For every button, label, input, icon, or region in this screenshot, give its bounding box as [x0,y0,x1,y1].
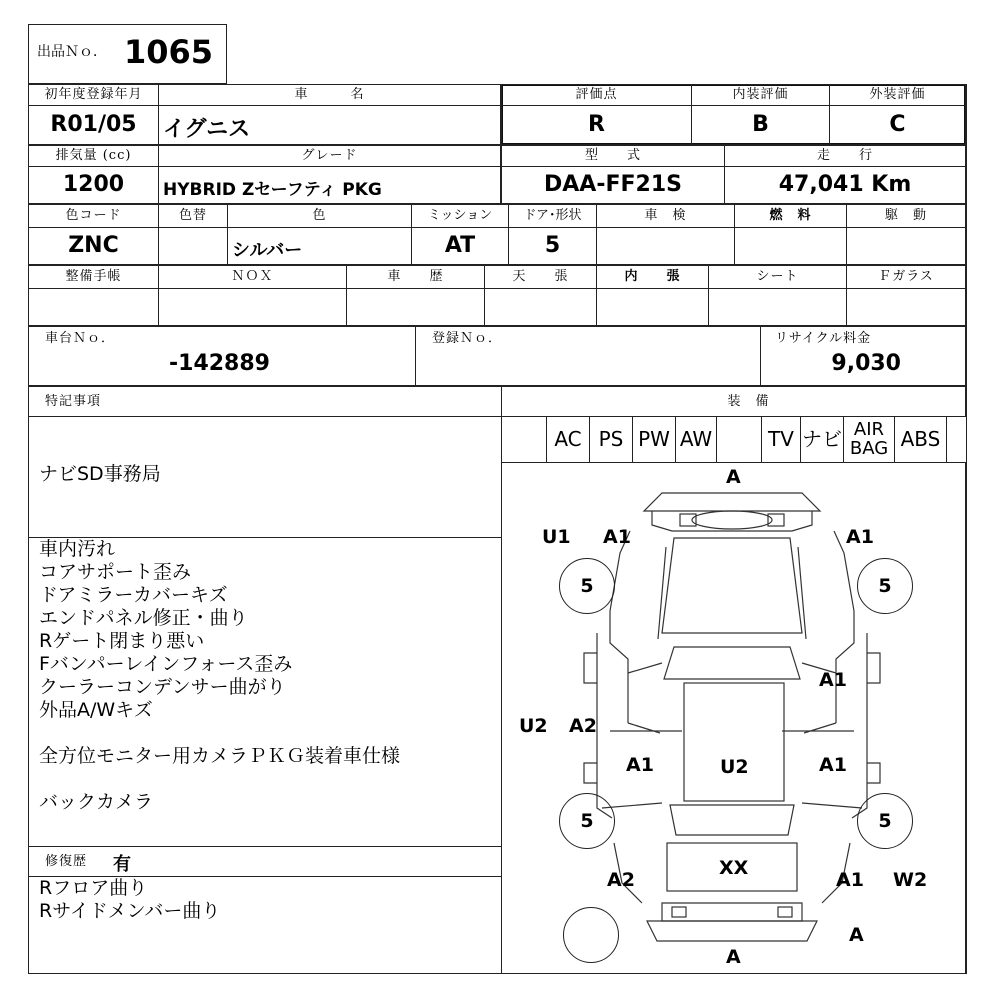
recycle-value: 9,030 [831,351,901,376]
repair-value: 有 [113,854,131,875]
drive-label: 駆 動 [846,204,966,228]
note-line: 車内汚れ [39,538,116,560]
damage-mark-rear-gate: XX [719,857,749,879]
equipment-row [501,416,966,463]
tire-rear-left: 5 [559,793,615,849]
damage-mark-left-door: A1 [626,754,654,776]
equipment-item: PW [632,416,676,463]
damage-mark-rear-corner: A [849,924,864,946]
damage-mark-right-fender: A1 [819,669,847,691]
equipment-item [501,416,547,463]
notes-lines [39,538,400,814]
score-value: R [501,105,692,145]
maintenance-value [28,288,159,326]
history-label: 車 歴 [346,265,485,289]
displacement-label: 排気量 (cc) [28,145,159,167]
inner-label: 内 張 [596,265,709,289]
notes-main-cell [28,537,502,847]
repaint-label: 色替 [158,204,228,228]
notes-top-cell [28,416,502,538]
reg-date-label: 初年度登録年月 [28,84,159,106]
spare-tire [563,907,619,963]
glass-label: Ｆガラス [846,265,966,289]
repair-cell [28,846,502,877]
note-line: Rゲート閉まり悪い [39,630,205,652]
seat-label: シート [708,265,847,289]
damage-mark-roof: U2 [720,756,749,778]
repair-label: 修復歴 [45,854,88,869]
nox-label: ＮＯＸ [158,265,347,289]
exterior-value: C [829,105,966,145]
color-cell [227,227,412,265]
regno-label: 登録Ｎｏ． [432,331,503,346]
notes-label: 特記事項 [45,394,102,409]
lot-label: 出品Ｎｏ． [37,44,107,60]
note-line [39,768,400,791]
nox-value [158,288,347,326]
chassis-value: -142889 [169,351,270,376]
recycle-label: リサイクル料金 [775,331,872,346]
note-line: クーラーコンデンサー曲がり [39,676,286,698]
equipment-item: AW [675,416,717,463]
equipment-label: 装 備 [501,386,966,417]
grade-value: HYBRID Zセーフティ PKG [163,180,382,200]
note-line: バックカメラ [39,791,154,813]
repair-line: Rフロア曲り [39,877,148,899]
chassis-cell [28,326,416,386]
damage-mark-front-left-u1: U1 [542,526,571,548]
inspection-label: 車 検 [596,204,735,228]
damage-mark-left-a2: A2 [569,715,597,737]
note-line: 全方位モニター用カメラＰＫＧ装着車仕様 [39,745,401,767]
interior-value: B [691,105,830,145]
damage-mark-rear-left: A2 [607,869,635,891]
door-label: ドア･形状 [508,204,597,228]
roof-label: 天 張 [484,265,597,289]
interior-label: 内装評価 [691,84,830,106]
note-line: コアサポート歪み [39,561,192,583]
tire-front-right: 5 [857,558,913,614]
damage-mark-front-bumper: A [726,466,741,488]
notes-label-cell [28,386,502,417]
maintenance-label: 整備手帳 [28,265,159,289]
recycle-cell [760,326,966,386]
glass-value [846,288,966,326]
seat-value [708,288,847,326]
chassis-label: 車台Ｎｏ． [45,331,116,346]
repair-notes-cell [28,876,502,974]
repaint-value [158,227,228,265]
grade-label: グレード [158,145,501,167]
damage-mark-left-u2: U2 [519,715,548,737]
note-line: Fバンパーレインフォース歪み [39,653,293,675]
equipment-item [716,416,762,463]
mileage-value: 47,041 Km [724,166,966,204]
note-line: ドアミラーカバーキズ [39,584,228,606]
damage-mark-right-door: A1 [819,754,847,776]
inspection-value [596,227,735,265]
color-label: 色 [227,204,412,228]
mileage-label: 走 行 [724,145,966,167]
grade-cell [158,166,501,204]
color-code-value: ZNC [28,227,159,265]
damage-diagram [501,462,966,974]
mission-value: AT [411,227,509,265]
fuel-label: 燃 料 [734,204,847,228]
car-name-cell [158,105,501,145]
mission-label: ミッション [411,204,509,228]
equipment-item: ナビ [800,416,844,463]
door-value: 5 [508,227,597,265]
displacement-value: 1200 [28,166,159,204]
equipment-item: AIR BAG [843,416,895,463]
equipment-item: PS [589,416,633,463]
equipment-item: ABS [894,416,947,463]
roof-value [484,288,597,326]
damage-mark-front-left-a1: A1 [603,526,631,548]
damage-mark-front-right-a1: A1 [846,526,874,548]
fuel-value [734,227,847,265]
regno-cell [415,326,761,386]
model-label: 型 式 [501,145,725,167]
notes-top-line: ナビSD事務局 [39,463,161,485]
score-label: 評価点 [501,84,692,106]
lot-box [28,24,227,84]
car-name-label: 車 名 [158,84,501,106]
drive-value [846,227,966,265]
model-value: DAA-FF21S [501,166,725,204]
history-value [346,288,485,326]
repair-line: Rサイドメンバー曲り [39,900,221,922]
tire-rear-right: 5 [857,793,913,849]
car-name-value: イグニス [163,117,251,142]
note-line [39,722,400,745]
note-line: エンドパネル修正・曲り [39,607,248,629]
color-value: シルバー [232,240,303,261]
lot-number: 1065 [124,33,214,71]
inner-value [596,288,709,326]
color-code-label: 色コード [28,204,159,228]
reg-date-value: R01/05 [28,105,159,145]
exterior-label: 外装評価 [829,84,966,106]
equipment-item: AC [546,416,590,463]
tire-front-left: 5 [559,558,615,614]
damage-mark-rear-right-a1: A1 [836,869,864,891]
damage-mark-rear-right-w2: W2 [893,869,928,891]
damage-mark-rear-bumper: A [726,946,741,968]
equipment-item: TV [761,416,801,463]
note-line: 外品A/Wキズ [39,699,153,721]
